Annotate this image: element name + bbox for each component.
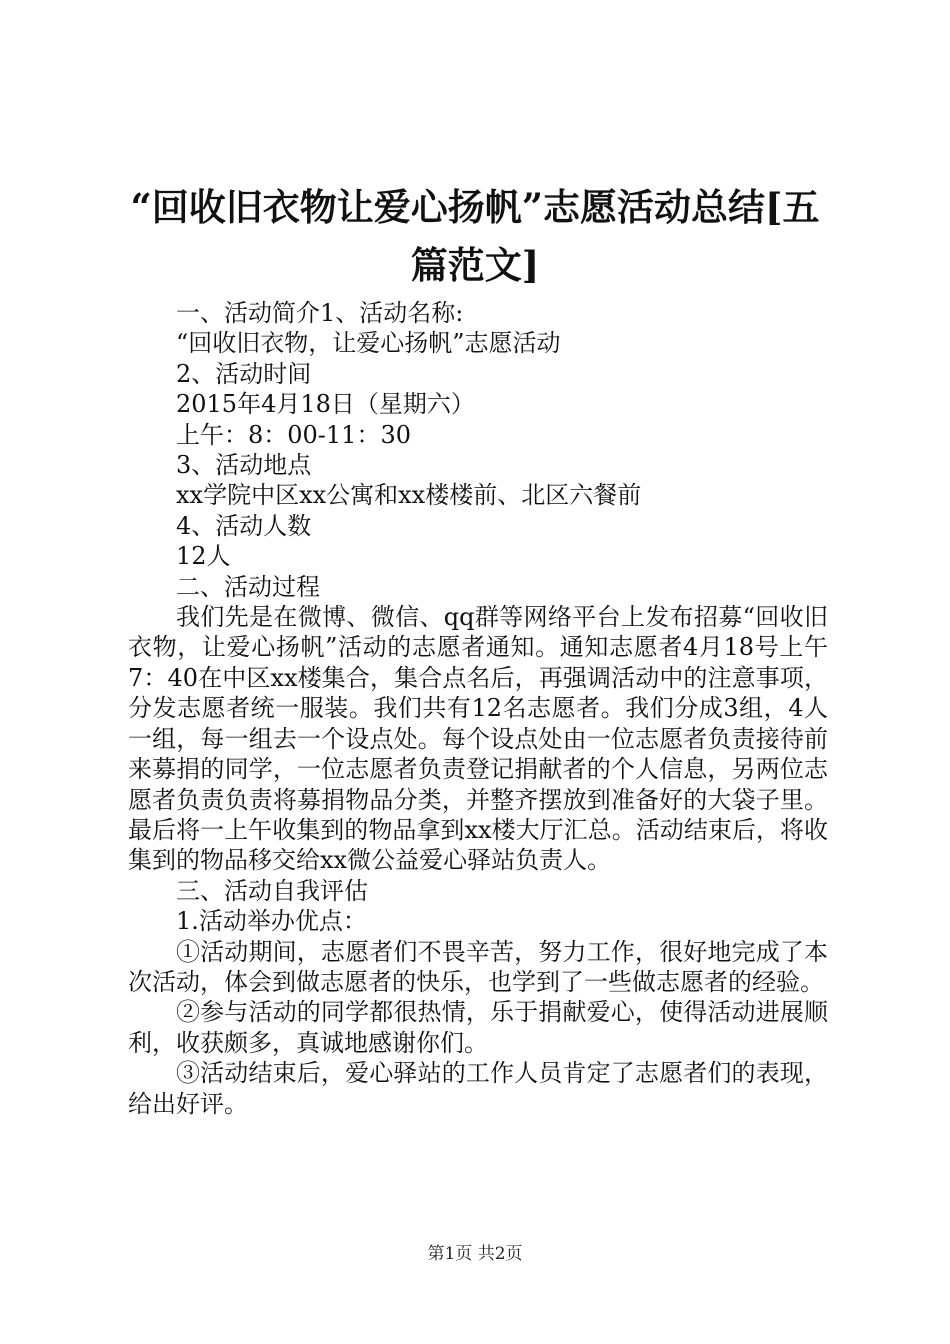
- paragraph: 我们先是在微博、微信、qq群等网络平台上发布招募“回收旧衣物，让爱心扬帆”活动的志愿者通知。通知志愿者4月18号上午7：40在中区xx楼集合，集合点名后，再强调活动中的注意事项，分发志愿者统一服装。我们共有12名志愿者。我们分成3组，4人一组，每一组去一个设点处。每个设点处由一位志愿者负责接待前来募捐的同学，一位志愿者负责登记捐献者的个人信息，另两位志愿者负责负责将募捐物品分类，并整齐摆放到准备好的大袋子里。最后将一上午收集到的物品拿到xx楼大厅汇总。活动结束后，将收集到的物品移交给xx微公益爱心驿站负责人。: [128, 603, 828, 875]
- paragraph: ①活动期间，志愿者们不畏辛苦，努力工作，很好地完成了本次活动，体会到做志愿者的快乐，也学到了一些做志愿者的经验。: [128, 937, 828, 996]
- section-heading: 二、活动过程: [176, 572, 320, 601]
- paragraph: 12人: [176, 542, 231, 571]
- section-heading: 3、活动地点: [176, 451, 312, 480]
- paragraph: 上午：8：00-11：30: [176, 420, 411, 449]
- paragraph: 2015年4月18日（星期六）: [176, 390, 475, 419]
- paragraph: 1.活动举办优点：: [176, 907, 367, 936]
- paragraph: ③活动结束后，爱心驿站的工作人员肯定了志愿者们的表现，给出好评。: [128, 1059, 828, 1118]
- page-footer: 第1页 共2页: [427, 1244, 523, 1264]
- section-heading: 2、活动时间: [176, 359, 312, 388]
- paragraph: “回收旧衣物，让爱心扬帆”志愿活动: [176, 329, 561, 358]
- section-heading: 一、活动简介1、活动名称:: [176, 299, 464, 327]
- paragraph: xx学院中区xx公寓和xx楼楼前、北区六餐前: [176, 481, 642, 510]
- section-heading: 4、活动人数: [176, 511, 312, 540]
- paragraph: ②参与活动的同学都很热情，乐于捐献爱心，使得活动进展顺利，收获颇多，真诚地感谢你们。: [128, 998, 828, 1057]
- document-title: “回收旧衣物让爱心扬帆”志愿活动总结[五篇范文]: [130, 185, 820, 287]
- document-body: [128, 298, 828, 1119]
- section-heading: 三、活动自我评估: [176, 876, 368, 905]
